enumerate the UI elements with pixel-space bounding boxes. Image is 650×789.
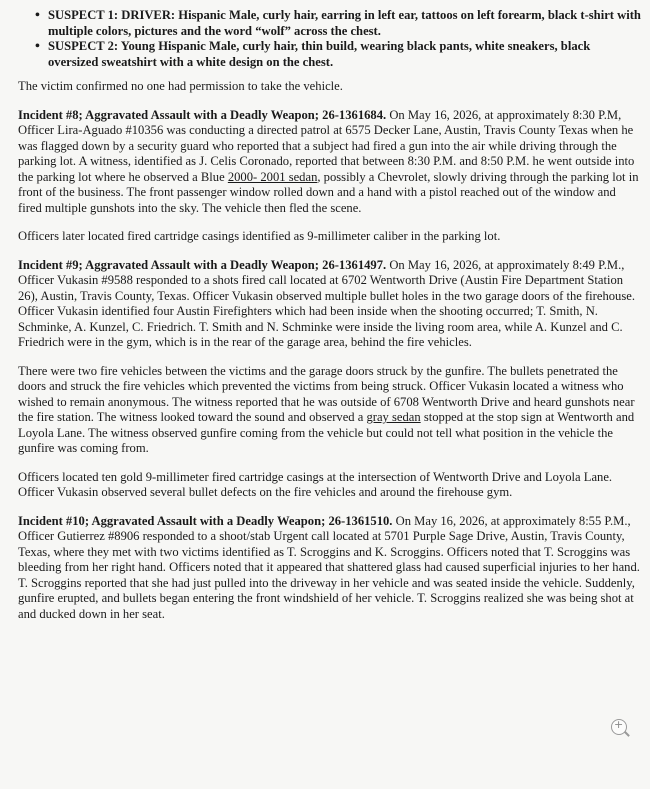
incident-9-vehicle: gray sedan — [366, 410, 421, 424]
suspect-1: • SUSPECT 1: DRIVER: Hispanic Male, curly hair, earring in left ear, tattoos on left forearm, black t-shirt with multiple colors, pictures and the word “wolf” across the chest. — [48, 8, 642, 39]
incident-8-body-b: , possibly a Chevrolet, slowly driving through the parking lot in front of the business. The front passenger window rolled down and a hand with a pistol reached out of the window and fired multiple gunshots into the sky. The vehicle then fled the scene. — [18, 169, 639, 215]
incident-10-body: On May 16, 2026, at approximately 8:55 P.M., Officer Gutierrez #8906 responded to a shoot/stab Urgent call located at 5701 Purple Sage Drive, Austin, Travis County, Texas, where they met with two victims identified as T. Scroggins and K. Scroggins. Officers noted that T. Scroggins was bleeding from her right hand. Officers noted that it appeared that shattered glass had caused superficial injuries to her hand. T. Scroggins reported that she had just pulled into the driveway in her vehicle and was seated inside the vehicle. Suddenly, gunfire erupted, and bullets began entering the front windshield of her vehicle. T. Scroggins realized she was being shot at and ducked down in her seat. — [18, 513, 640, 621]
suspect-2: • SUSPECT 2: Young Hispanic Male, curly hair, thin build, wearing black pants, white sneakers, black oversized sweatshirt with a white design on the chest. — [48, 39, 642, 70]
suspect-list — [18, 8, 642, 70]
incident-10-paragraph — [18, 514, 642, 623]
incident-8-paragraph — [18, 108, 642, 217]
incident-9-paragraph — [18, 258, 642, 351]
incident-9-heading: Incident #9; Aggravated Assault with a Deadly Weapon; 26-1361497. — [18, 257, 387, 272]
zoom-glyph: + — [614, 718, 624, 731]
incident-8-followup: Officers later located fired cartridge casings identified as 9-millimeter caliber in the parking lot. — [18, 229, 501, 243]
incident-10-heading: Incident #10; Aggravated Assault with a Deadly Weapon; 26-1361510. — [18, 513, 393, 528]
incident-9-paragraph-2 — [18, 364, 642, 457]
zoom-in-icon[interactable] — [611, 719, 627, 735]
incident-9-paragraph-3: Officers located ten gold 9-millimeter fired cartridge casings at the intersection of Wentworth Drive and Loyola Lane. Officer Vukasin observed several bullet defects on the fire vehicles and around the firehouse gym. — [18, 469, 613, 499]
incident-9-body: On May 16, 2026, at approximately 8:49 P.M., Officer Vukasin #9588 responded to a shots fired call located at 6702 Wentworth Drive (Austin Fire Department Station 26), Austin, Travis County, Texas. Officer Vukasin observed multiple bullet holes in the two garage doors of the firehouse. Officer Vukasin identified four Austin Firefighters which had been inside when the shooting occurred; T. Smith, N. Schminke, A. Kunzel, C. Friedrich. T. Smith and N. Schminke were inside the living room area, while A. Kunzel and C. Friedrich were in the gym, which is in the rear of the garage area, behind the fire vehicles. — [18, 257, 635, 349]
incident-9-para2-b: stopped at the stop sign at Wentworth and Loyola Lane. The witness observed gunfire coming from the vehicle but could not tell what position in the vehicle the gunfire was coming from. — [18, 410, 635, 455]
incident-8-vehicle: 2000- 2001 sedan — [227, 169, 318, 184]
incident-8-body-a: On May 16, 2026, at approximately 8:30 P.M, Officer Lira-Aguado #10356 was conducting a directed patrol at 6575 Decker Lane, Austin, Travis County Texas when he was flagged down by a security guard who reported that a subject had fired a gun into the air while driving through the parking lot. A witness, identified as J. Celis Coronado, reported that between 8:30 P.M. and 8:50 P.M. he went outside into the parking lot where he observed a Blue — [18, 107, 635, 184]
incident-9-para2-a: There were two fire vehicles between the victims and the garage doors struck by the gunfire. The bullets penetrated the doors and struck the fire vehicles which prevented the victims from being struck. Officer Vukasin located a witness who wished to remain anonymous. The witness reported that he was outside of 6708 Wentworth Drive and heard gunshots near the fire station. The witness looked toward the sound and observed a — [18, 363, 635, 424]
victim-note: The victim confirmed no one had permission to take the vehicle. — [18, 79, 343, 93]
incident-8-heading: Incident #8; Aggravated Assault with a Deadly Weapon; 26-1361684. — [18, 107, 387, 122]
